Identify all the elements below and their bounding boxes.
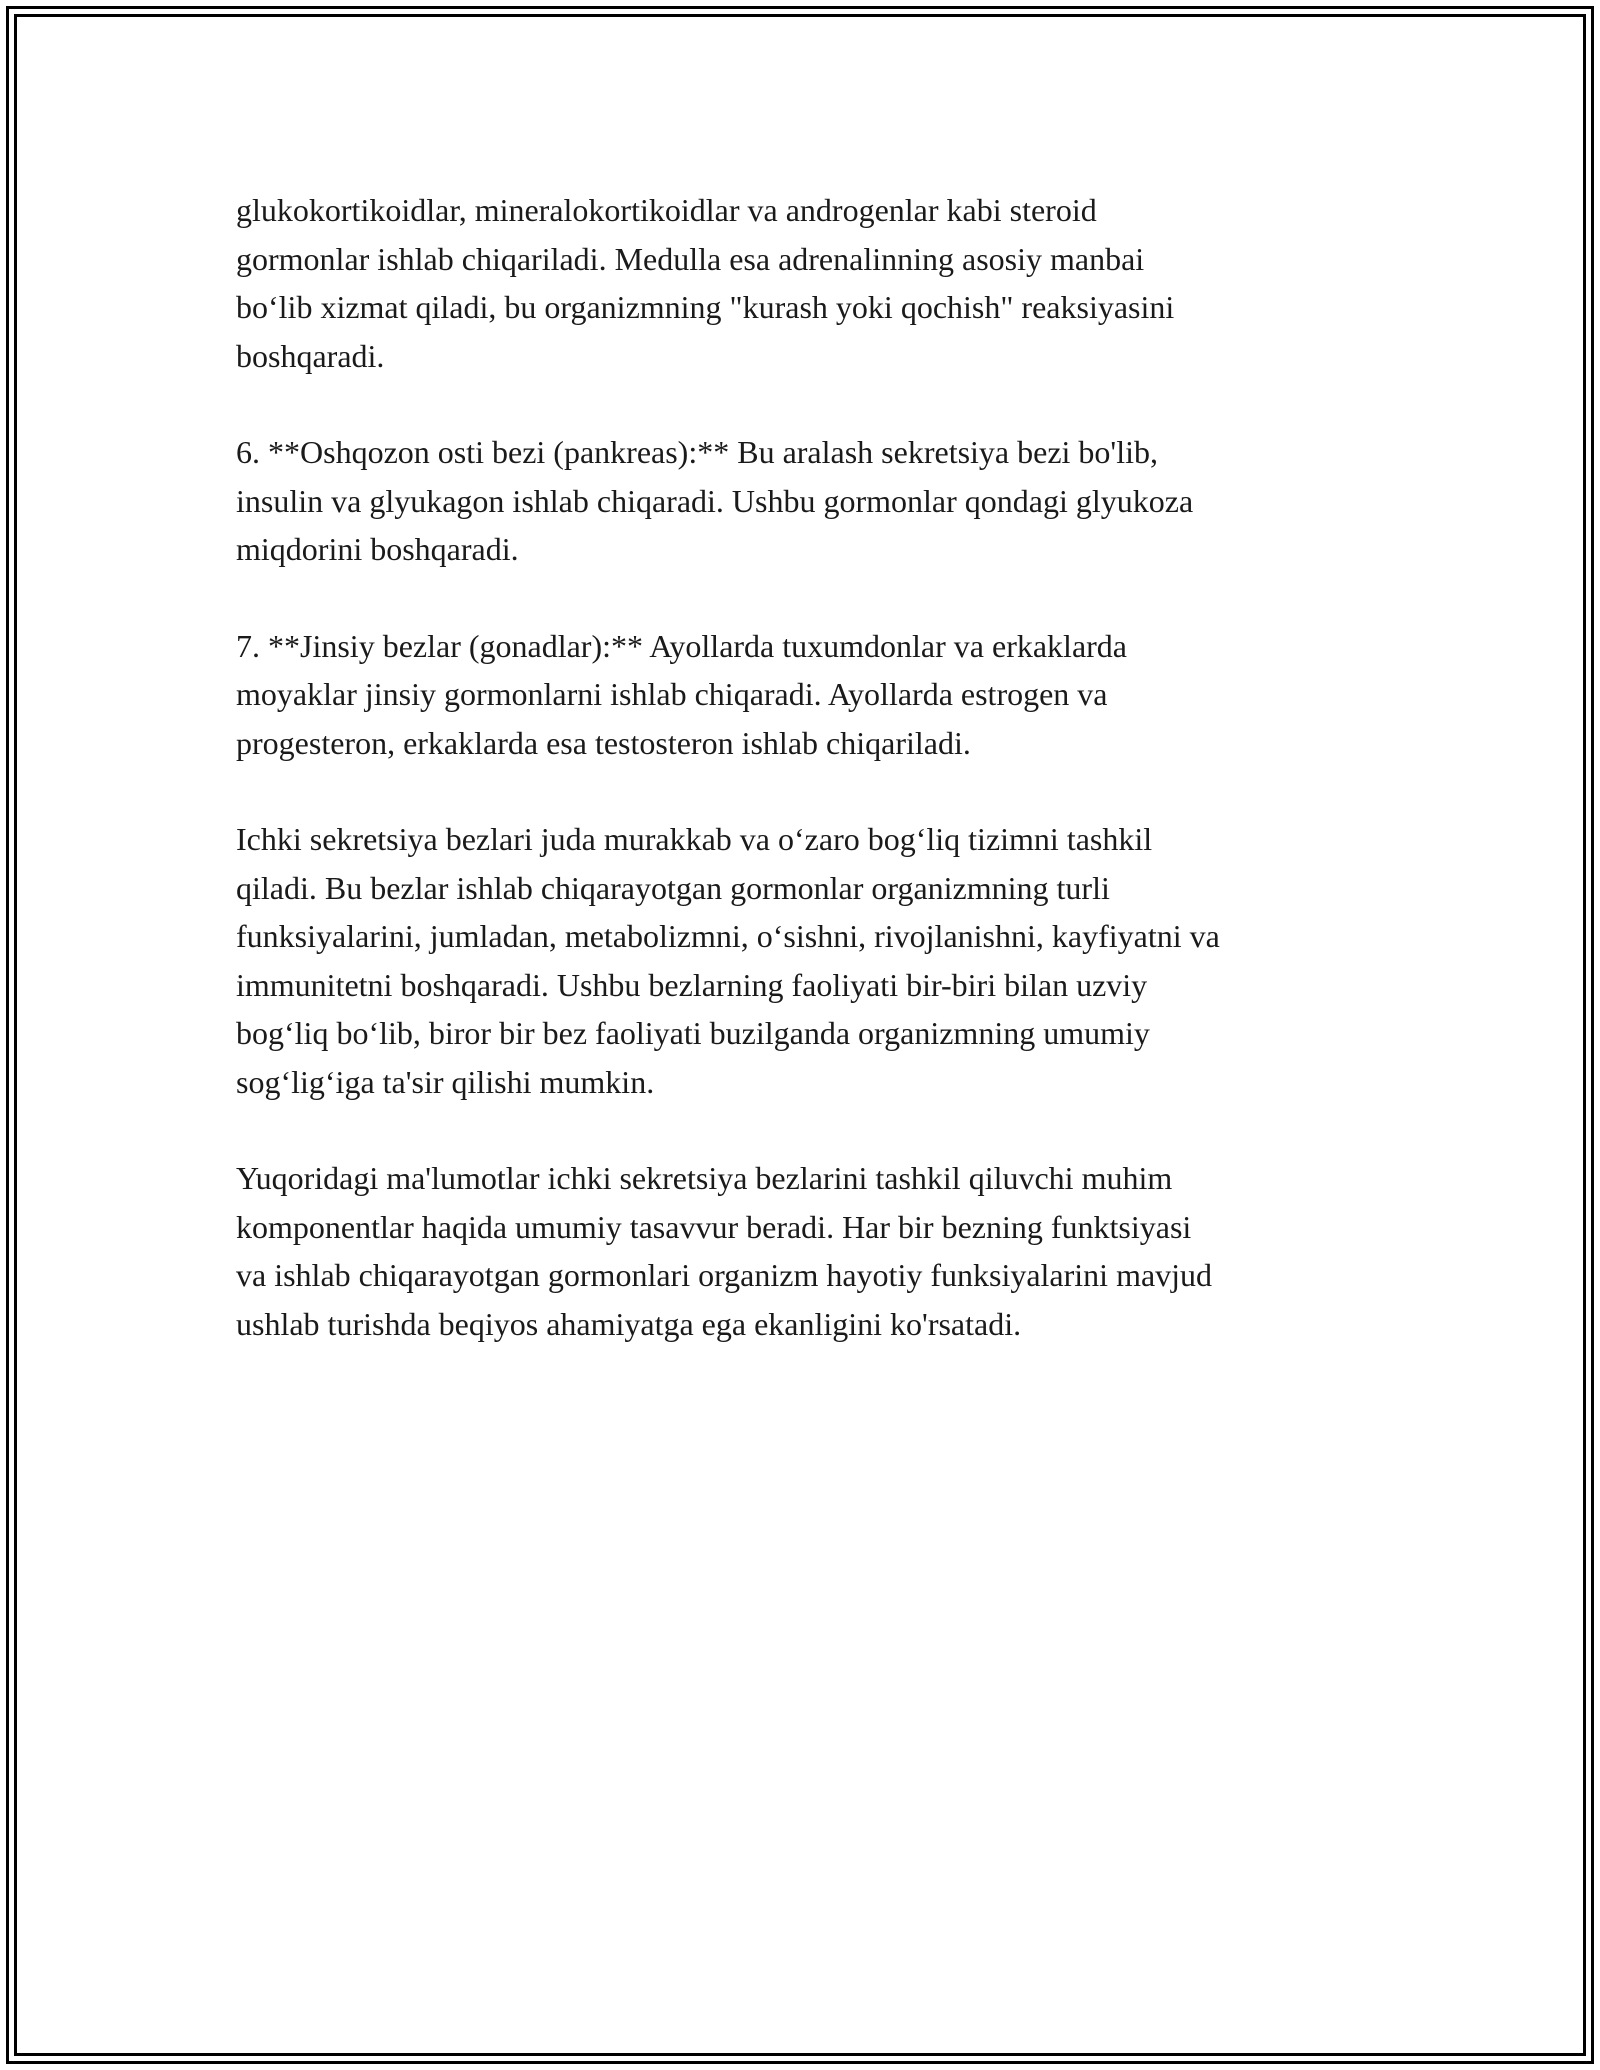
text-line: bog‘liq bo‘lib, biror bir bez faoliyati buzilganda organizmning umumiy bbox=[236, 1015, 1150, 1051]
text-line: ushlab turishda beqiyos ahamiyatga ega ekanligini ko'rsatadi. bbox=[236, 1305, 1022, 1342]
text-line: Ichki sekretsiya bezlari juda murakkab va o‘zaro bog‘liq tizimni tashkil bbox=[236, 821, 1153, 857]
text-line: progesteron, erkaklarda esa testosteron ishlab chiqariladi. bbox=[236, 724, 971, 761]
text-line: qiladi. Bu bezlar ishlab chiqarayotgan gormonlar organizmning turli bbox=[236, 869, 1110, 906]
text-line: miqdorini boshqaradi. bbox=[236, 531, 519, 567]
text-line: bo‘lib xizmat qiladi, bu organizmning "kurash yoki qochish" reaksiyasini bbox=[236, 289, 1175, 325]
text-line: va ishlab chiqarayotgan gormonlari organizm hayotiy funksiyalarini mavjud bbox=[236, 1257, 1213, 1293]
text-line: immunitetni boshqaradi. Ushbu bezlarning faoliyati bir-biri bilan uzviy bbox=[236, 966, 1148, 1003]
paragraph-gonads bbox=[236, 622, 1376, 768]
paragraph-conclusion bbox=[236, 1154, 1376, 1348]
text-line: glukokortikoidlar, mineralokortikoidlar va androgenlar kabi steroid bbox=[236, 192, 1097, 228]
text-line: gormonlar ishlab chiqariladi. Medulla esa adrenalinning asosiy manbai bbox=[236, 240, 1145, 277]
text-line: 7. **Jinsiy bezlar (gonadlar):** Ayollarda tuxumdonlar va erkaklarda bbox=[236, 627, 1127, 664]
paragraph-pancreas bbox=[236, 428, 1376, 574]
paragraph-adrenal-continuation bbox=[236, 186, 1376, 380]
text-line: funksiyalarini, jumladan, metabolizmni, o‘sishni, rivojlanishni, kayfiyatni va bbox=[236, 918, 1220, 954]
text-line: moyaklar jinsiy gormonlarni ishlab chiqaradi. Ayollarda estrogen va bbox=[236, 676, 1108, 712]
text-line: insulin va glyukagon ishlab chiqaradi. Ushbu gormonlar qondagi glyukoza bbox=[236, 482, 1194, 519]
paragraph-system-overview bbox=[236, 815, 1376, 1106]
text-line: Yuqoridagi ma'lumotlar ichki sekretsiya bezlarini tashkil qiluvchi muhim bbox=[236, 1160, 1173, 1196]
document-body bbox=[236, 186, 1376, 1396]
text-line: boshqaradi. bbox=[236, 337, 385, 374]
text-line: 6. **Oshqozon osti bezi (pankreas):** Bu aralash sekretsiya bezi bo'lib, bbox=[236, 434, 1158, 470]
text-line: komponentlar haqida umumiy tasavvur beradi. Har bir bezning funktsiyasi bbox=[236, 1208, 1192, 1245]
text-line: sog‘lig‘iga ta'sir qilishi mumkin. bbox=[236, 1063, 655, 1100]
